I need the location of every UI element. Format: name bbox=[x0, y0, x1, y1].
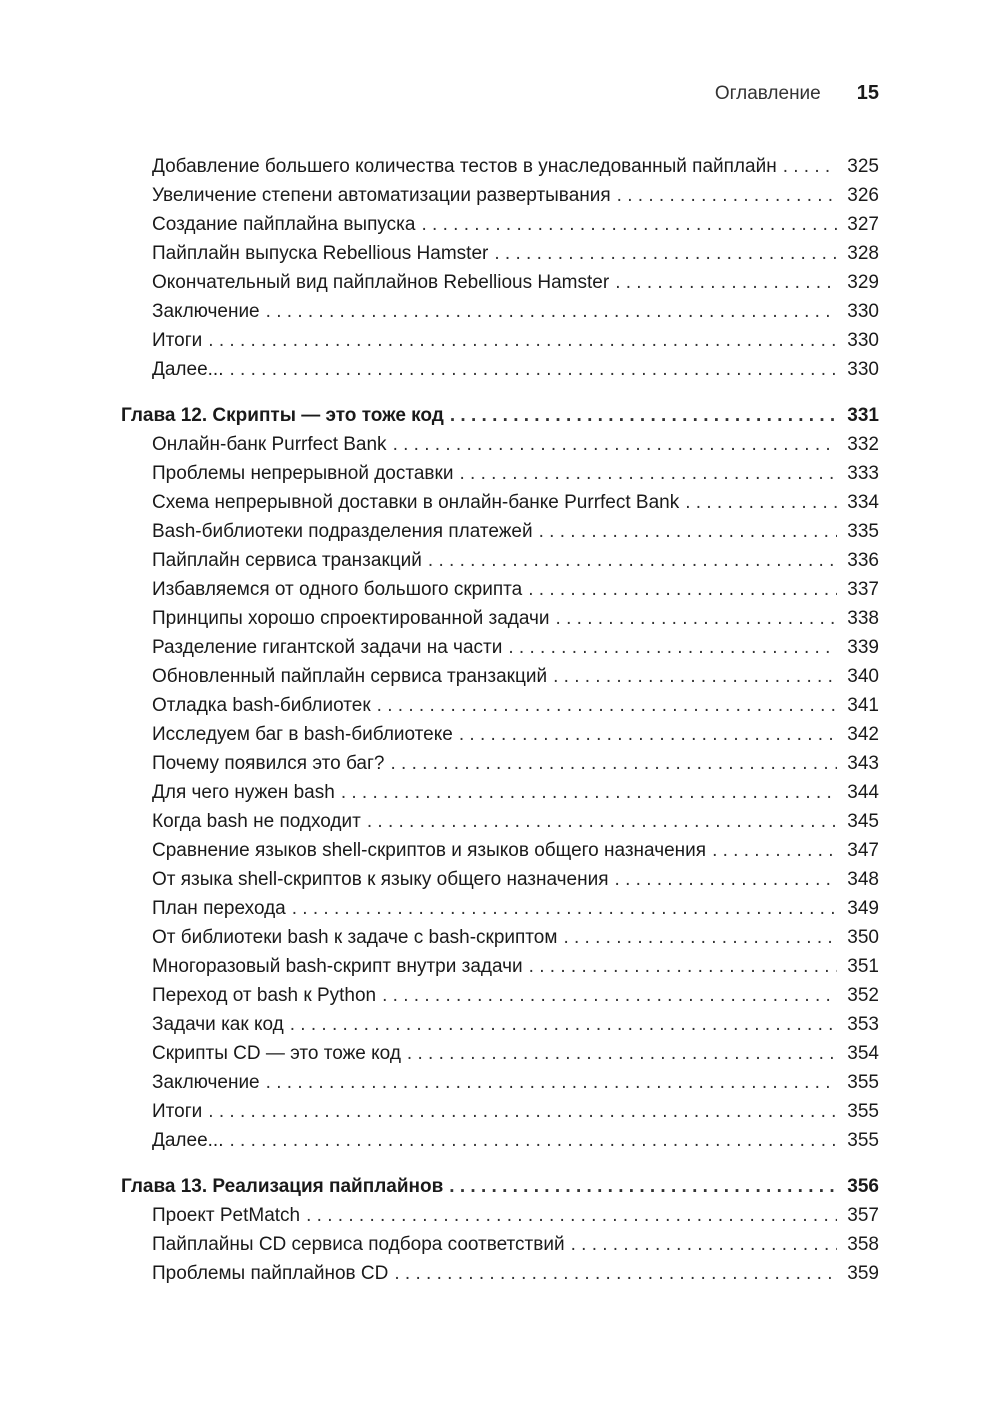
dot-leader bbox=[449, 1172, 837, 1201]
entry-title: Пайплайн сервиса транзакций bbox=[152, 550, 422, 571]
entry-page-number: 339 bbox=[847, 637, 879, 658]
dot-leader bbox=[459, 459, 837, 488]
entry-title: Избавляемся от одного большого скрипта bbox=[152, 579, 523, 600]
entry-title: Итоги bbox=[152, 1101, 203, 1122]
entry-title: Разделение гигантской задачи на части bbox=[152, 637, 503, 658]
entry-page-number: 349 bbox=[847, 898, 879, 919]
entry-title: Для чего нужен bash bbox=[152, 782, 335, 803]
dot-leader bbox=[615, 865, 837, 894]
entry-title: Пайплайн выпуска Rebellious Hamster bbox=[152, 243, 489, 264]
dot-leader bbox=[556, 604, 837, 633]
toc-entry[interactable] bbox=[121, 778, 879, 807]
toc-block bbox=[121, 1172, 879, 1288]
entry-title: Итоги bbox=[152, 330, 203, 351]
toc-entry[interactable] bbox=[121, 239, 879, 268]
entry-title: Исследуем баг в bash-библиотеке bbox=[152, 724, 453, 745]
entry-title: Схема непрерывной доставки в онлайн-банке Purrfect Bank bbox=[152, 492, 680, 513]
toc-entry[interactable] bbox=[121, 517, 879, 546]
entry-title: Заключение bbox=[152, 1072, 260, 1093]
dot-leader bbox=[266, 1068, 837, 1097]
entry-page-number: 336 bbox=[847, 550, 879, 571]
toc-entry[interactable] bbox=[121, 1126, 879, 1155]
entry-page-number: 352 bbox=[847, 985, 879, 1006]
entry-page-number: 328 bbox=[847, 243, 879, 264]
entry-title: План перехода bbox=[152, 898, 286, 919]
entry-title: Увеличение степени автоматизации развертывания bbox=[152, 185, 611, 206]
entry-page-number: 345 bbox=[847, 811, 879, 832]
toc-entry[interactable] bbox=[121, 181, 879, 210]
dot-leader bbox=[230, 1126, 838, 1155]
toc-chapter-entry[interactable] bbox=[121, 1172, 879, 1201]
entry-title: Проблемы непрерывной доставки bbox=[152, 463, 454, 484]
entry-title: Окончательный вид пайплайнов Rebellious Hamster bbox=[152, 272, 610, 293]
chapter-title: Глава 13. Реализация пайплайнов bbox=[121, 1176, 444, 1197]
entry-title: Обновленный пайплайн сервиса транзакций bbox=[152, 666, 548, 687]
entry-page-number: 330 bbox=[847, 301, 879, 322]
toc-entry[interactable] bbox=[121, 430, 879, 459]
entry-page-number: 355 bbox=[847, 1101, 879, 1122]
entry-title: Проблемы пайплайнов CD bbox=[152, 1263, 389, 1284]
toc-chapter-entry[interactable] bbox=[121, 401, 879, 430]
dot-leader bbox=[341, 778, 837, 807]
toc-entry[interactable] bbox=[121, 865, 879, 894]
chapter-page-number: 331 bbox=[847, 405, 879, 426]
entry-title: От языка shell-скриптов к языку общего назначения bbox=[152, 869, 609, 890]
dot-leader bbox=[208, 326, 837, 355]
entry-title: Bash-библиотеки подразделения платежей bbox=[152, 521, 533, 542]
entry-title: Отладка bash-библиотек bbox=[152, 695, 371, 716]
dot-leader bbox=[494, 239, 837, 268]
dot-leader bbox=[208, 1097, 837, 1126]
dot-leader bbox=[617, 181, 837, 210]
entry-page-number: 358 bbox=[847, 1234, 879, 1255]
entry-title: Почему появился это баг? bbox=[152, 753, 385, 774]
entry-title: От библиотеки bash к задаче с bash-скриптом bbox=[152, 927, 558, 948]
table-of-contents bbox=[121, 152, 879, 1288]
entry-title: Проект PetMatch bbox=[152, 1205, 301, 1226]
entry-page-number: 348 bbox=[847, 869, 879, 890]
entry-title: Пайплайны CD сервиса подбора соответствий bbox=[152, 1234, 565, 1255]
toc-entry[interactable] bbox=[121, 152, 879, 181]
entry-page-number: 340 bbox=[847, 666, 879, 687]
toc-entry[interactable] bbox=[121, 604, 879, 633]
dot-leader bbox=[508, 633, 837, 662]
toc-entry[interactable] bbox=[121, 894, 879, 923]
toc-entry[interactable] bbox=[121, 1097, 879, 1126]
entry-title: Принципы хорошо спроектированной задачи bbox=[152, 608, 550, 629]
entry-page-number: 325 bbox=[847, 156, 879, 177]
entry-page-number: 355 bbox=[847, 1072, 879, 1093]
entry-title: Добавление большего количества тестов в унаследованный пайплайн bbox=[152, 156, 777, 177]
dot-leader bbox=[377, 691, 837, 720]
entry-page-number: 344 bbox=[847, 782, 879, 803]
dot-leader bbox=[615, 268, 837, 297]
toc-entry[interactable] bbox=[121, 981, 879, 1010]
entry-page-number: 353 bbox=[847, 1014, 879, 1035]
dot-leader bbox=[563, 923, 837, 952]
dot-leader bbox=[421, 210, 837, 239]
entry-title: Далее... bbox=[152, 359, 224, 380]
entry-page-number: 347 bbox=[847, 840, 879, 861]
entry-page-number: 335 bbox=[847, 521, 879, 542]
entry-page-number: 330 bbox=[847, 359, 879, 380]
entry-page-number: 359 bbox=[847, 1263, 879, 1284]
entry-title: Создание пайплайна выпуска bbox=[152, 214, 416, 235]
dot-leader bbox=[553, 662, 837, 691]
entry-page-number: 329 bbox=[847, 272, 879, 293]
toc-entry[interactable] bbox=[121, 355, 879, 384]
toc-entry[interactable] bbox=[121, 1068, 879, 1097]
toc-entry[interactable] bbox=[121, 1230, 879, 1259]
dot-leader bbox=[407, 1039, 837, 1068]
toc-entry[interactable] bbox=[121, 488, 879, 517]
toc-entry[interactable] bbox=[121, 459, 879, 488]
dot-leader bbox=[266, 297, 837, 326]
toc-entry[interactable] bbox=[121, 720, 879, 749]
toc-entry[interactable] bbox=[121, 633, 879, 662]
toc-entry[interactable] bbox=[121, 1259, 879, 1288]
entry-page-number: 326 bbox=[847, 185, 879, 206]
toc-entry[interactable] bbox=[121, 662, 879, 691]
entry-page-number: 333 bbox=[847, 463, 879, 484]
entry-page-number: 343 bbox=[847, 753, 879, 774]
toc-entry[interactable] bbox=[121, 1039, 879, 1068]
toc-entry[interactable] bbox=[121, 749, 879, 778]
dot-leader bbox=[528, 575, 837, 604]
dot-leader bbox=[712, 836, 837, 865]
page-number: 15 bbox=[856, 82, 879, 104]
entry-title: Переход от bash к Python bbox=[152, 985, 377, 1006]
dot-leader bbox=[571, 1230, 837, 1259]
entry-page-number: 351 bbox=[847, 956, 879, 977]
dot-leader bbox=[393, 430, 837, 459]
dot-leader bbox=[459, 720, 837, 749]
entry-title: Задачи как код bbox=[152, 1014, 284, 1035]
dot-leader bbox=[685, 488, 837, 517]
dot-leader bbox=[290, 1010, 837, 1039]
toc-entry[interactable] bbox=[121, 546, 879, 575]
toc-entry[interactable] bbox=[121, 691, 879, 720]
dot-leader bbox=[428, 546, 837, 575]
toc-entry[interactable] bbox=[121, 807, 879, 836]
toc-block bbox=[121, 401, 879, 1155]
toc-entry[interactable] bbox=[121, 952, 879, 981]
toc-entry[interactable] bbox=[121, 268, 879, 297]
toc-entry[interactable] bbox=[121, 836, 879, 865]
toc-block bbox=[121, 152, 879, 384]
entry-title: Сравнение языков shell-скриптов и языков общего назначения bbox=[152, 840, 707, 861]
entry-title: Многоразовый bash-скрипт внутри задачи bbox=[152, 956, 523, 977]
entry-page-number: 357 bbox=[847, 1205, 879, 1226]
entry-title: Онлайн-банк Purrfect Bank bbox=[152, 434, 387, 455]
dot-leader bbox=[450, 401, 837, 430]
dot-leader bbox=[292, 894, 837, 923]
dot-leader bbox=[367, 807, 837, 836]
toc-entry[interactable] bbox=[121, 210, 879, 239]
entry-page-number: 355 bbox=[847, 1130, 879, 1151]
running-header bbox=[715, 82, 879, 105]
chapter-title: Глава 12. Скрипты — это тоже код bbox=[121, 405, 444, 426]
entry-page-number: 342 bbox=[847, 724, 879, 745]
dot-leader bbox=[306, 1201, 837, 1230]
entry-title: Когда bash не подходит bbox=[152, 811, 361, 832]
dot-leader bbox=[529, 952, 837, 981]
entry-page-number: 334 bbox=[847, 492, 879, 513]
toc-entry[interactable] bbox=[121, 1201, 879, 1230]
entry-page-number: 341 bbox=[847, 695, 879, 716]
entry-page-number: 337 bbox=[847, 579, 879, 600]
toc-entry[interactable] bbox=[121, 575, 879, 604]
entry-page-number: 354 bbox=[847, 1043, 879, 1064]
entry-page-number: 332 bbox=[847, 434, 879, 455]
dot-leader bbox=[230, 355, 838, 384]
toc-entry[interactable] bbox=[121, 326, 879, 355]
entry-page-number: 330 bbox=[847, 330, 879, 351]
entry-page-number: 338 bbox=[847, 608, 879, 629]
entry-page-number: 350 bbox=[847, 927, 879, 948]
running-header-title: Оглавление bbox=[714, 83, 821, 104]
dot-leader bbox=[382, 981, 837, 1010]
dot-leader bbox=[783, 152, 837, 181]
toc-entry[interactable] bbox=[121, 297, 879, 326]
dot-leader bbox=[539, 517, 837, 546]
chapter-page-number: 356 bbox=[847, 1176, 879, 1197]
dot-leader bbox=[394, 1259, 837, 1288]
entry-page-number: 327 bbox=[847, 214, 879, 235]
entry-title: Скрипты CD — это тоже код bbox=[152, 1043, 401, 1064]
toc-entry[interactable] bbox=[121, 923, 879, 952]
entry-title: Заключение bbox=[152, 301, 260, 322]
entry-title: Далее... bbox=[152, 1130, 224, 1151]
dot-leader bbox=[390, 749, 837, 778]
toc-entry[interactable] bbox=[121, 1010, 879, 1039]
